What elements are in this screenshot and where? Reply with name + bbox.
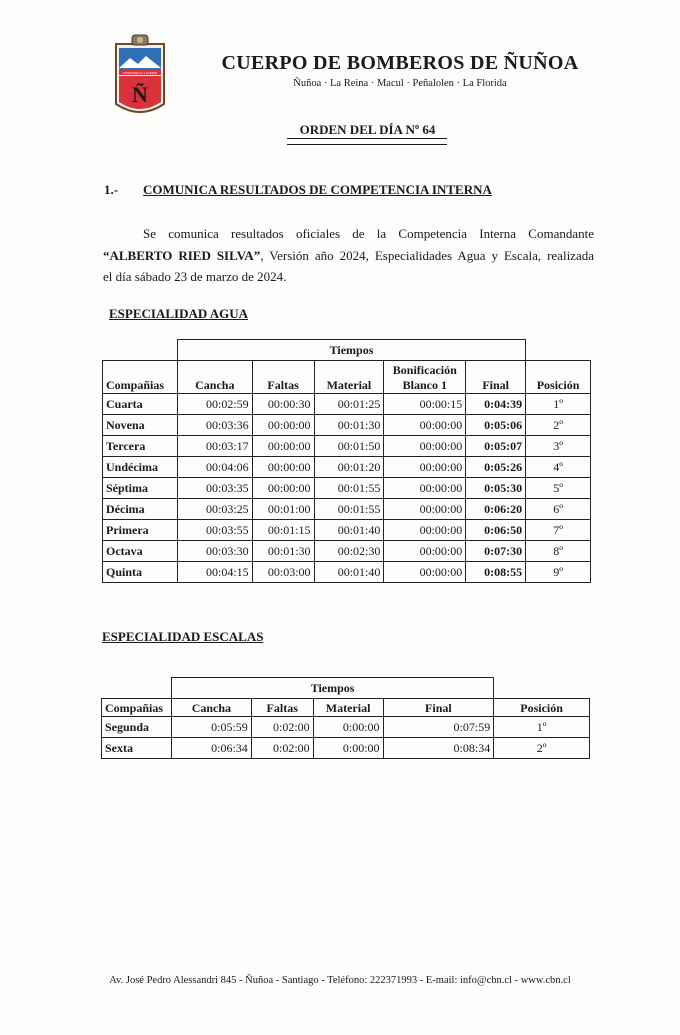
escalas-cell-r0-c0: Segunda xyxy=(102,717,172,738)
agua-cell-r8-c5: 0:08:55 xyxy=(466,562,526,583)
agua-cell-r7-c5: 0:07:30 xyxy=(466,541,526,562)
escalas-results-table xyxy=(101,677,590,759)
body-line-3: el día sábado 23 de marzo de 2024. xyxy=(103,269,287,284)
agua-cell-r7-c4: 00:00:00 xyxy=(384,541,466,562)
agua-cell-r6-c2: 00:01:15 xyxy=(252,520,314,541)
agua-cell-r6-c6: 7º xyxy=(526,520,591,541)
agua-cell-r8-c6: 9º xyxy=(526,562,591,583)
table-row xyxy=(103,415,591,436)
agua-header-3: Material xyxy=(314,361,384,394)
agua-cell-r3-c4: 00:00:00 xyxy=(384,457,466,478)
agua-cell-r3-c1: 00:04:06 xyxy=(177,457,252,478)
body-line-2-rest: , Versión año 2024, Especialidades Agua y Escala, realizada xyxy=(260,247,594,263)
agua-cell-r5-c4: 00:00:00 xyxy=(384,499,466,520)
agua-cell-r1-c5: 0:05:06 xyxy=(466,415,526,436)
escalas-cell-r0-c3: 0:00:00 xyxy=(313,717,383,738)
agua-cell-r1-c2: 00:00:00 xyxy=(252,415,314,436)
crest-motto: CONSTANCIA Y ALERTA xyxy=(122,71,158,75)
agua-header-4: Bonificación Blanco 1 xyxy=(384,361,466,394)
agua-cell-r4-c5: 0:05:30 xyxy=(466,478,526,499)
escalas-cell-r1-c1: 0:06:34 xyxy=(171,738,251,759)
escalas-cell-r1-c2: 0:02:00 xyxy=(251,738,313,759)
agua-cell-r4-c2: 00:00:00 xyxy=(252,478,314,499)
agua-cell-r8-c3: 00:01:40 xyxy=(314,562,384,583)
agua-cell-r2-c5: 0:05:07 xyxy=(466,436,526,457)
agua-cell-r4-c3: 00:01:55 xyxy=(314,478,384,499)
agua-cell-r7-c6: 8º xyxy=(526,541,591,562)
agua-cell-r8-c2: 00:03:00 xyxy=(252,562,314,583)
agua-cell-r0-c0: Cuarta xyxy=(103,394,178,415)
agua-group-header: Tiempos xyxy=(177,340,525,361)
escalas-cell-r1-c5: 2º xyxy=(494,738,590,759)
agua-cell-r3-c3: 00:01:20 xyxy=(314,457,384,478)
agua-results-table xyxy=(102,339,591,583)
agua-cell-r2-c0: Tercera xyxy=(103,436,178,457)
table-row xyxy=(103,541,591,562)
agua-header-6: Posición xyxy=(526,361,591,394)
footer-contact: Av. José Pedro Alessandri 845 - Ñuñoa - Santiago - Teléfono: 222371993 - E-mail: info@cbn.cl - www.cbn.cl xyxy=(109,975,571,986)
agua-cell-r3-c0: Undécima xyxy=(103,457,178,478)
escalas-cell-r0-c2: 0:02:00 xyxy=(251,717,313,738)
agua-cell-r8-c4: 00:00:00 xyxy=(384,562,466,583)
body-line-2 xyxy=(103,245,594,267)
order-title: ORDEN DEL DÍA Nº 64 xyxy=(299,122,436,137)
agua-table-body xyxy=(103,394,591,583)
table-row xyxy=(103,499,591,520)
agua-cell-r4-c6: 5º xyxy=(526,478,591,499)
agua-section-title: ESPECIALIDAD AGUA xyxy=(109,306,249,321)
agua-cell-r0-c5: 0:04:39 xyxy=(466,394,526,415)
table-row xyxy=(103,562,591,583)
escalas-cell-r0-c1: 0:05:59 xyxy=(171,717,251,738)
section-body xyxy=(103,223,594,288)
table-row xyxy=(103,478,591,499)
agua-cell-r6-c5: 0:06:50 xyxy=(466,520,526,541)
agua-cell-r2-c6: 3º xyxy=(526,436,591,457)
agua-header-2: Faltas xyxy=(252,361,314,394)
escalas-header-row xyxy=(102,699,590,717)
escalas-header-5: Posición xyxy=(494,699,590,717)
agua-cell-r6-c3: 00:01:40 xyxy=(314,520,384,541)
agua-cell-r5-c1: 00:03:25 xyxy=(177,499,252,520)
escalas-table-body xyxy=(102,717,590,759)
agua-cell-r7-c2: 00:01:30 xyxy=(252,541,314,562)
table-row xyxy=(103,457,591,478)
fire-department-crest-logo xyxy=(112,34,168,120)
agua-header-0: Compañias xyxy=(103,361,178,394)
escalas-group-header: Tiempos xyxy=(171,678,493,699)
agua-cell-r7-c1: 00:03:30 xyxy=(177,541,252,562)
agua-cell-r5-c5: 0:06:20 xyxy=(466,499,526,520)
agua-cell-r6-c0: Primera xyxy=(103,520,178,541)
agua-cell-r0-c2: 00:00:30 xyxy=(252,394,314,415)
section-title: COMUNICA RESULTADOS DE COMPETENCIA INTERNA xyxy=(143,182,492,197)
agua-cell-r8-c0: Quinta xyxy=(103,562,178,583)
agua-cell-r6-c1: 00:03:55 xyxy=(177,520,252,541)
agua-cell-r8-c1: 00:04:15 xyxy=(177,562,252,583)
escalas-cell-r1-c4: 0:08:34 xyxy=(383,738,494,759)
agua-header-row xyxy=(103,361,591,394)
agua-cell-r2-c1: 00:03:17 xyxy=(177,436,252,457)
agua-cell-r4-c1: 00:03:35 xyxy=(177,478,252,499)
agua-cell-r2-c2: 00:00:00 xyxy=(252,436,314,457)
title-double-rule xyxy=(287,138,447,145)
agua-cell-r1-c6: 2º xyxy=(526,415,591,436)
agua-cell-r2-c3: 00:01:50 xyxy=(314,436,384,457)
agua-cell-r0-c1: 00:02:59 xyxy=(177,394,252,415)
agua-cell-r5-c3: 00:01:55 xyxy=(314,499,384,520)
escalas-header-2: Faltas xyxy=(251,699,313,717)
agua-cell-r0-c3: 00:01:25 xyxy=(314,394,384,415)
agua-cell-r5-c6: 6º xyxy=(526,499,591,520)
agua-cell-r3-c5: 0:05:26 xyxy=(466,457,526,478)
agua-cell-r6-c4: 00:00:00 xyxy=(384,520,466,541)
escalas-header-1: Cancha xyxy=(171,699,251,717)
agua-cell-r1-c3: 00:01:30 xyxy=(314,415,384,436)
escalas-header-3: Material xyxy=(313,699,383,717)
agua-cell-r3-c6: 4º xyxy=(526,457,591,478)
crest-letter: Ñ xyxy=(132,82,148,107)
table-row xyxy=(103,394,591,415)
agua-cell-r1-c1: 00:03:36 xyxy=(177,415,252,436)
agua-cell-r4-c0: Séptima xyxy=(103,478,178,499)
organization-name: CUERPO DE BOMBEROS DE ÑUÑOA xyxy=(221,52,579,74)
agua-cell-r5-c0: Décima xyxy=(103,499,178,520)
table-row xyxy=(103,520,591,541)
escalas-header-0: Compañias xyxy=(102,699,172,717)
agua-cell-r4-c4: 00:00:00 xyxy=(384,478,466,499)
commander-name: “ALBERTO RIED SILVA” xyxy=(103,247,261,263)
agua-header-1: Cancha xyxy=(177,361,252,394)
section-number: 1.- xyxy=(104,182,119,197)
agua-cell-r7-c3: 00:02:30 xyxy=(314,541,384,562)
escalas-cell-r1-c0: Sexta xyxy=(102,738,172,759)
escalas-cell-r0-c4: 0:07:59 xyxy=(383,717,494,738)
agua-cell-r1-c0: Novena xyxy=(103,415,178,436)
agua-cell-r1-c4: 00:00:00 xyxy=(384,415,466,436)
escalas-cell-r1-c3: 0:00:00 xyxy=(313,738,383,759)
table-row xyxy=(102,717,590,738)
agua-cell-r5-c2: 00:01:00 xyxy=(252,499,314,520)
body-line-1: Se comunica resultados oficiales de la Competencia Interna Comandante xyxy=(143,226,594,241)
table-row xyxy=(102,738,590,759)
agua-cell-r2-c4: 00:00:00 xyxy=(384,436,466,457)
agua-cell-r0-c4: 00:00:15 xyxy=(384,394,466,415)
escalas-section-title: ESPECIALIDAD ESCALAS xyxy=(102,629,264,644)
agua-header-5: Final xyxy=(466,361,526,394)
agua-cell-r3-c2: 00:00:00 xyxy=(252,457,314,478)
escalas-header-4: Final xyxy=(383,699,494,717)
organization-towns: Ñuñoa · La Reina · Macul · Peñalolen · La Florida xyxy=(293,78,507,89)
agua-cell-r7-c0: Octava xyxy=(103,541,178,562)
table-row xyxy=(103,436,591,457)
agua-cell-r0-c6: 1º xyxy=(526,394,591,415)
escalas-cell-r0-c5: 1º xyxy=(494,717,590,738)
